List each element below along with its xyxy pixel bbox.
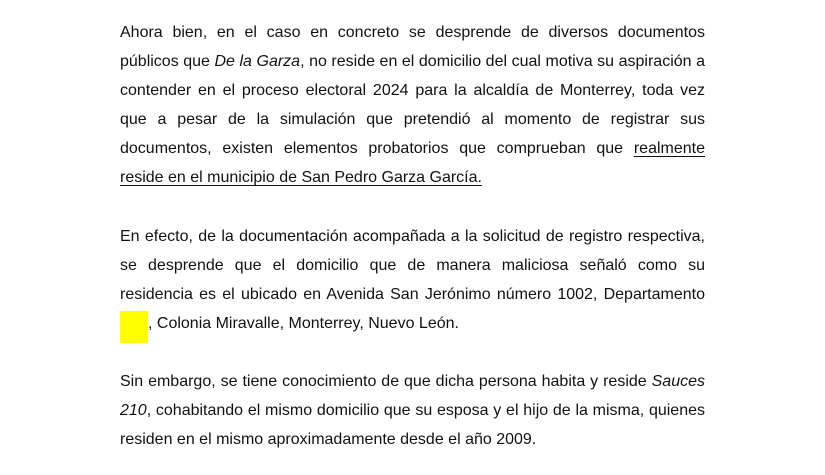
paragraph-1-line-1 xyxy=(120,18,705,47)
paragraph-2-line-3 xyxy=(120,280,705,309)
text-run: que a pesar de la simulación que pretendió al momento de registrar sus xyxy=(120,111,705,128)
text-run: contender en el proceso electoral 2024 para la alcaldía de Monterrey, toda vez xyxy=(120,82,705,99)
paragraph-2-line-4 xyxy=(120,309,705,338)
paragraph-3-line-3 xyxy=(120,425,705,454)
text-run: , cohabitando el mismo domicilio que su esposa y el hijo de la misma, quienes xyxy=(146,402,705,419)
paragraph-2-line-1 xyxy=(120,222,705,251)
text-run: , Colonia Miravalle, Monterrey, Nuevo León. xyxy=(148,315,459,332)
paragraph-3-line-1 xyxy=(120,367,705,396)
text-run: , no reside en el domicilio del cual motiva su aspiración a xyxy=(300,53,705,70)
paragraph-1-line-6 xyxy=(120,163,705,192)
text-run: Sin embargo, se tiene conocimiento de que dicha persona habita y reside xyxy=(120,373,652,390)
paragraph-2 xyxy=(120,222,705,338)
paragraph-1 xyxy=(120,18,705,192)
italic-address: Sauces xyxy=(651,373,705,390)
text-run: Ahora bien, en el caso en concreto se desprende de diversos documentos xyxy=(120,24,705,41)
italic-address: 210 xyxy=(120,402,147,419)
paragraph-3 xyxy=(120,367,705,454)
paragraph-1-line-3 xyxy=(120,76,705,105)
text-run: documentos, existen elementos probatorios que comprueban que xyxy=(120,140,634,157)
paragraph-3-line-2 xyxy=(120,396,705,425)
paragraph-1-line-5 xyxy=(120,134,705,163)
text-run: se desprende que el domicilio que de manera maliciosa señaló como su xyxy=(120,257,705,274)
text-run: residen en el mismo aproximadamente desde el año 2009. xyxy=(120,431,537,448)
paragraph-2-line-2 xyxy=(120,251,705,280)
text-run: En efecto, de la documentación acompañada a la solicitud de registro respectiva, xyxy=(120,228,705,245)
text-run: residencia es el ubicado en Avenida San Jerónimo número 1002, Departamento xyxy=(120,286,705,303)
redacted-apartment-number-highlight xyxy=(120,311,148,334)
underlined-text: realmente xyxy=(633,140,705,157)
paragraph-1-line-4 xyxy=(120,105,705,134)
highlight-tail xyxy=(120,331,148,343)
text-run: públicos que xyxy=(120,53,215,70)
italic-name: De la Garza xyxy=(214,53,301,70)
underlined-text: reside en el municipio de San Pedro Garza García. xyxy=(120,169,482,186)
paragraph-1-line-2 xyxy=(120,47,705,76)
